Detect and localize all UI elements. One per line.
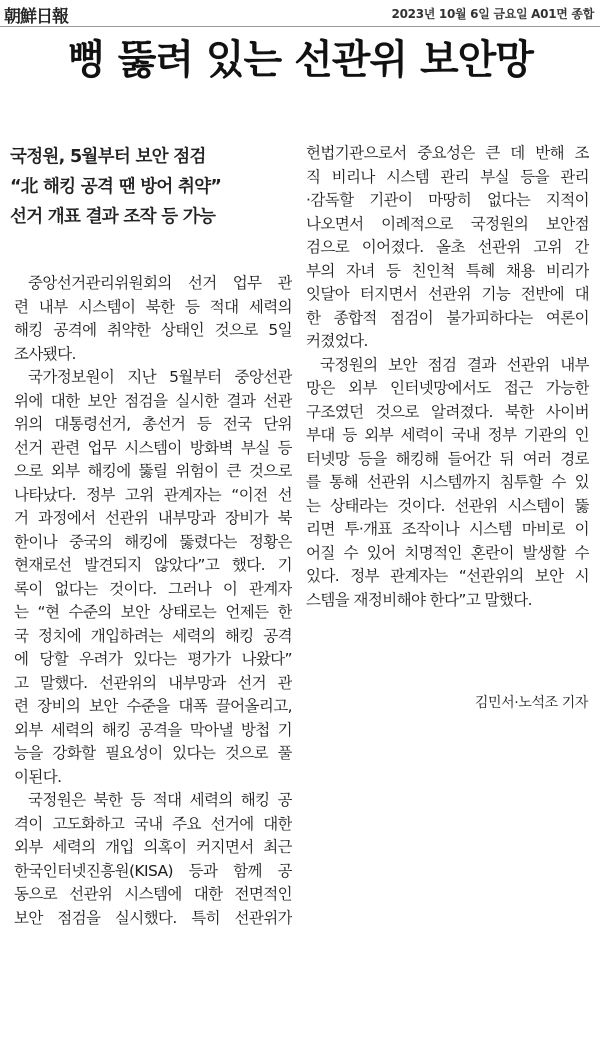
article-line: 고 말했다. 선관위의 내부망과 선거 관 [14,673,292,692]
byline: 김민서·노석조 기자 [474,695,588,711]
article-line: 나오면서 이례적으로 국정원의 보안점 [306,214,589,233]
article-line: 선거 관련 업무 시스템이 방화벽 부실 등 [14,438,292,457]
article-line: 잇달아 터지면서 선관위 기능 전반에 대 [306,285,589,303]
article-line: 록이 없다는 것이다. 그러나 이 관계자 [14,579,292,598]
article-line: 부의 자녀 등 친인척 특혜 채용 비리가 [306,261,589,280]
headline: 뻥 뚫려 있는 선관위 보안망 [67,37,533,83]
article-line: 커졌었다. [306,332,368,350]
article-line: 한 종합적 점검이 불가피하다는 여론이 [306,308,589,327]
article-line: 국정원의 보안 점검 결과 선관위 내부 [320,355,589,374]
newspaper-logo: 朝鮮日報 [4,7,68,27]
article-line: 있다. 정부 관계자는 “선관위의 보안 시 [306,567,589,585]
article-line: 한국인터넷진흥원(KISA) 등과 함께 공 [14,861,292,880]
article-line: 해킹 공격에 취약한 상태인 것으로 5일 [14,321,292,339]
article-line: 외부 세력의 개입 의혹이 커지면서 최근 [14,838,292,856]
article-line: 이된다. [14,767,62,786]
article-line: 나타났다. 정부 고위 관계자는 “이전 선 [14,485,292,504]
article-line: 망은 외부 인터넷망에서도 접근 가능한 [306,379,589,397]
article-line: 현재로선 발견되지 않았다”고 했다. 기 [14,556,292,574]
article-column-right [306,142,589,612]
article-line: 구조였던 것으로 알려졌다. 북한 사이버 [306,402,589,421]
subheading-1: 국정원, 5월부터 보안 점검 [10,147,206,167]
article-line: 중앙선거관리위원회의 선거 업무 관 [28,274,292,292]
article-line: 위에 대한 보안 점검을 실시한 결과 선관 [14,391,292,410]
article-line: ·감독할 기관이 마땅히 없다는 지적이 [306,191,589,209]
article-line: 헌법기관으로서 중요성은 큰 데 반해 조 [306,144,589,162]
edition-date: 2023년 10월 6일 금요일 A01면 종합 [391,7,594,21]
article-line: 에 당할 우려가 있다는 평가가 나왔다” [14,650,292,668]
article-line: 거 과정에서 선관위 내부망과 장비가 북 [14,509,292,527]
article-line: 련 장비의 보안 수준을 대폭 끌어올리고, [14,697,292,715]
article-line: 터넷망 등을 해킹해 들어간 뒤 여러 경로 [306,449,589,468]
masthead [0,0,600,27]
subheading-3: 선거 개표 결과 조작 등 가능 [10,207,216,227]
article-line: 으로 외부 해킹에 뚫릴 위험이 큰 것으로 [14,462,292,480]
article-line: 능을 강화할 필요성이 있다는 것으로 풀 [14,744,292,762]
article-line: 외부 세력의 해킹 공격을 막아낼 방첩 기 [14,720,292,739]
article-line: 한이나 중국의 해킹에 뚫렸다는 정황은 [14,532,292,551]
article-line: 국정원은 북한 등 적대 세력의 해킹 공 [28,791,292,809]
article-line: 련 내부 시스템이 북한 등 적대 세력의 [14,297,292,316]
article-line: 국가정보원이 지난 5월부터 중앙선관 [28,368,292,386]
article-line: 는 “현 수준의 보안 상태로는 언제든 한 [14,603,292,621]
article-line: 검으로 이어졌다. 올초 선관위 고위 간 [306,238,589,256]
subheading-2: “北 해킹 공격 땐 방어 취약” [10,177,222,197]
article-line: 위의 대통령선거, 총선거 등 전국 단위 [14,415,292,433]
subheadings [10,142,290,232]
article-line: 국 정치에 개입하려는 세력의 해킹 공격 [14,626,292,645]
article-line: 보안 점검을 실시했다. 특히 선관위가 [14,908,292,927]
article-line: 를 통해 선관위 시스템까지 침투할 수 있 [306,473,589,491]
article-line: 리면 투·개표 조작이나 시스템 마비로 이 [306,520,589,538]
article-line: 스템을 재정비해야 한다”고 말했다. [306,590,532,609]
article-line: 어질 수 있어 치명적인 혼란이 발생할 수 [306,543,589,562]
article-line: 격이 고도화하고 국내 주요 선거에 대한 [14,814,292,833]
article-line: 직 비리나 시스템 관리 부실 등을 관리 [306,167,589,186]
article-line: 는 상태라는 것이다. 선관위 시스템이 뚫 [306,496,589,515]
article-column-left [14,272,292,930]
article-line: 조사됐다. [14,344,76,363]
article-line: 부대 등 외부 세력이 국내 정부 기관의 인 [306,426,589,444]
article-line: 동으로 선관위 시스템에 대한 전면적인 [14,885,292,903]
